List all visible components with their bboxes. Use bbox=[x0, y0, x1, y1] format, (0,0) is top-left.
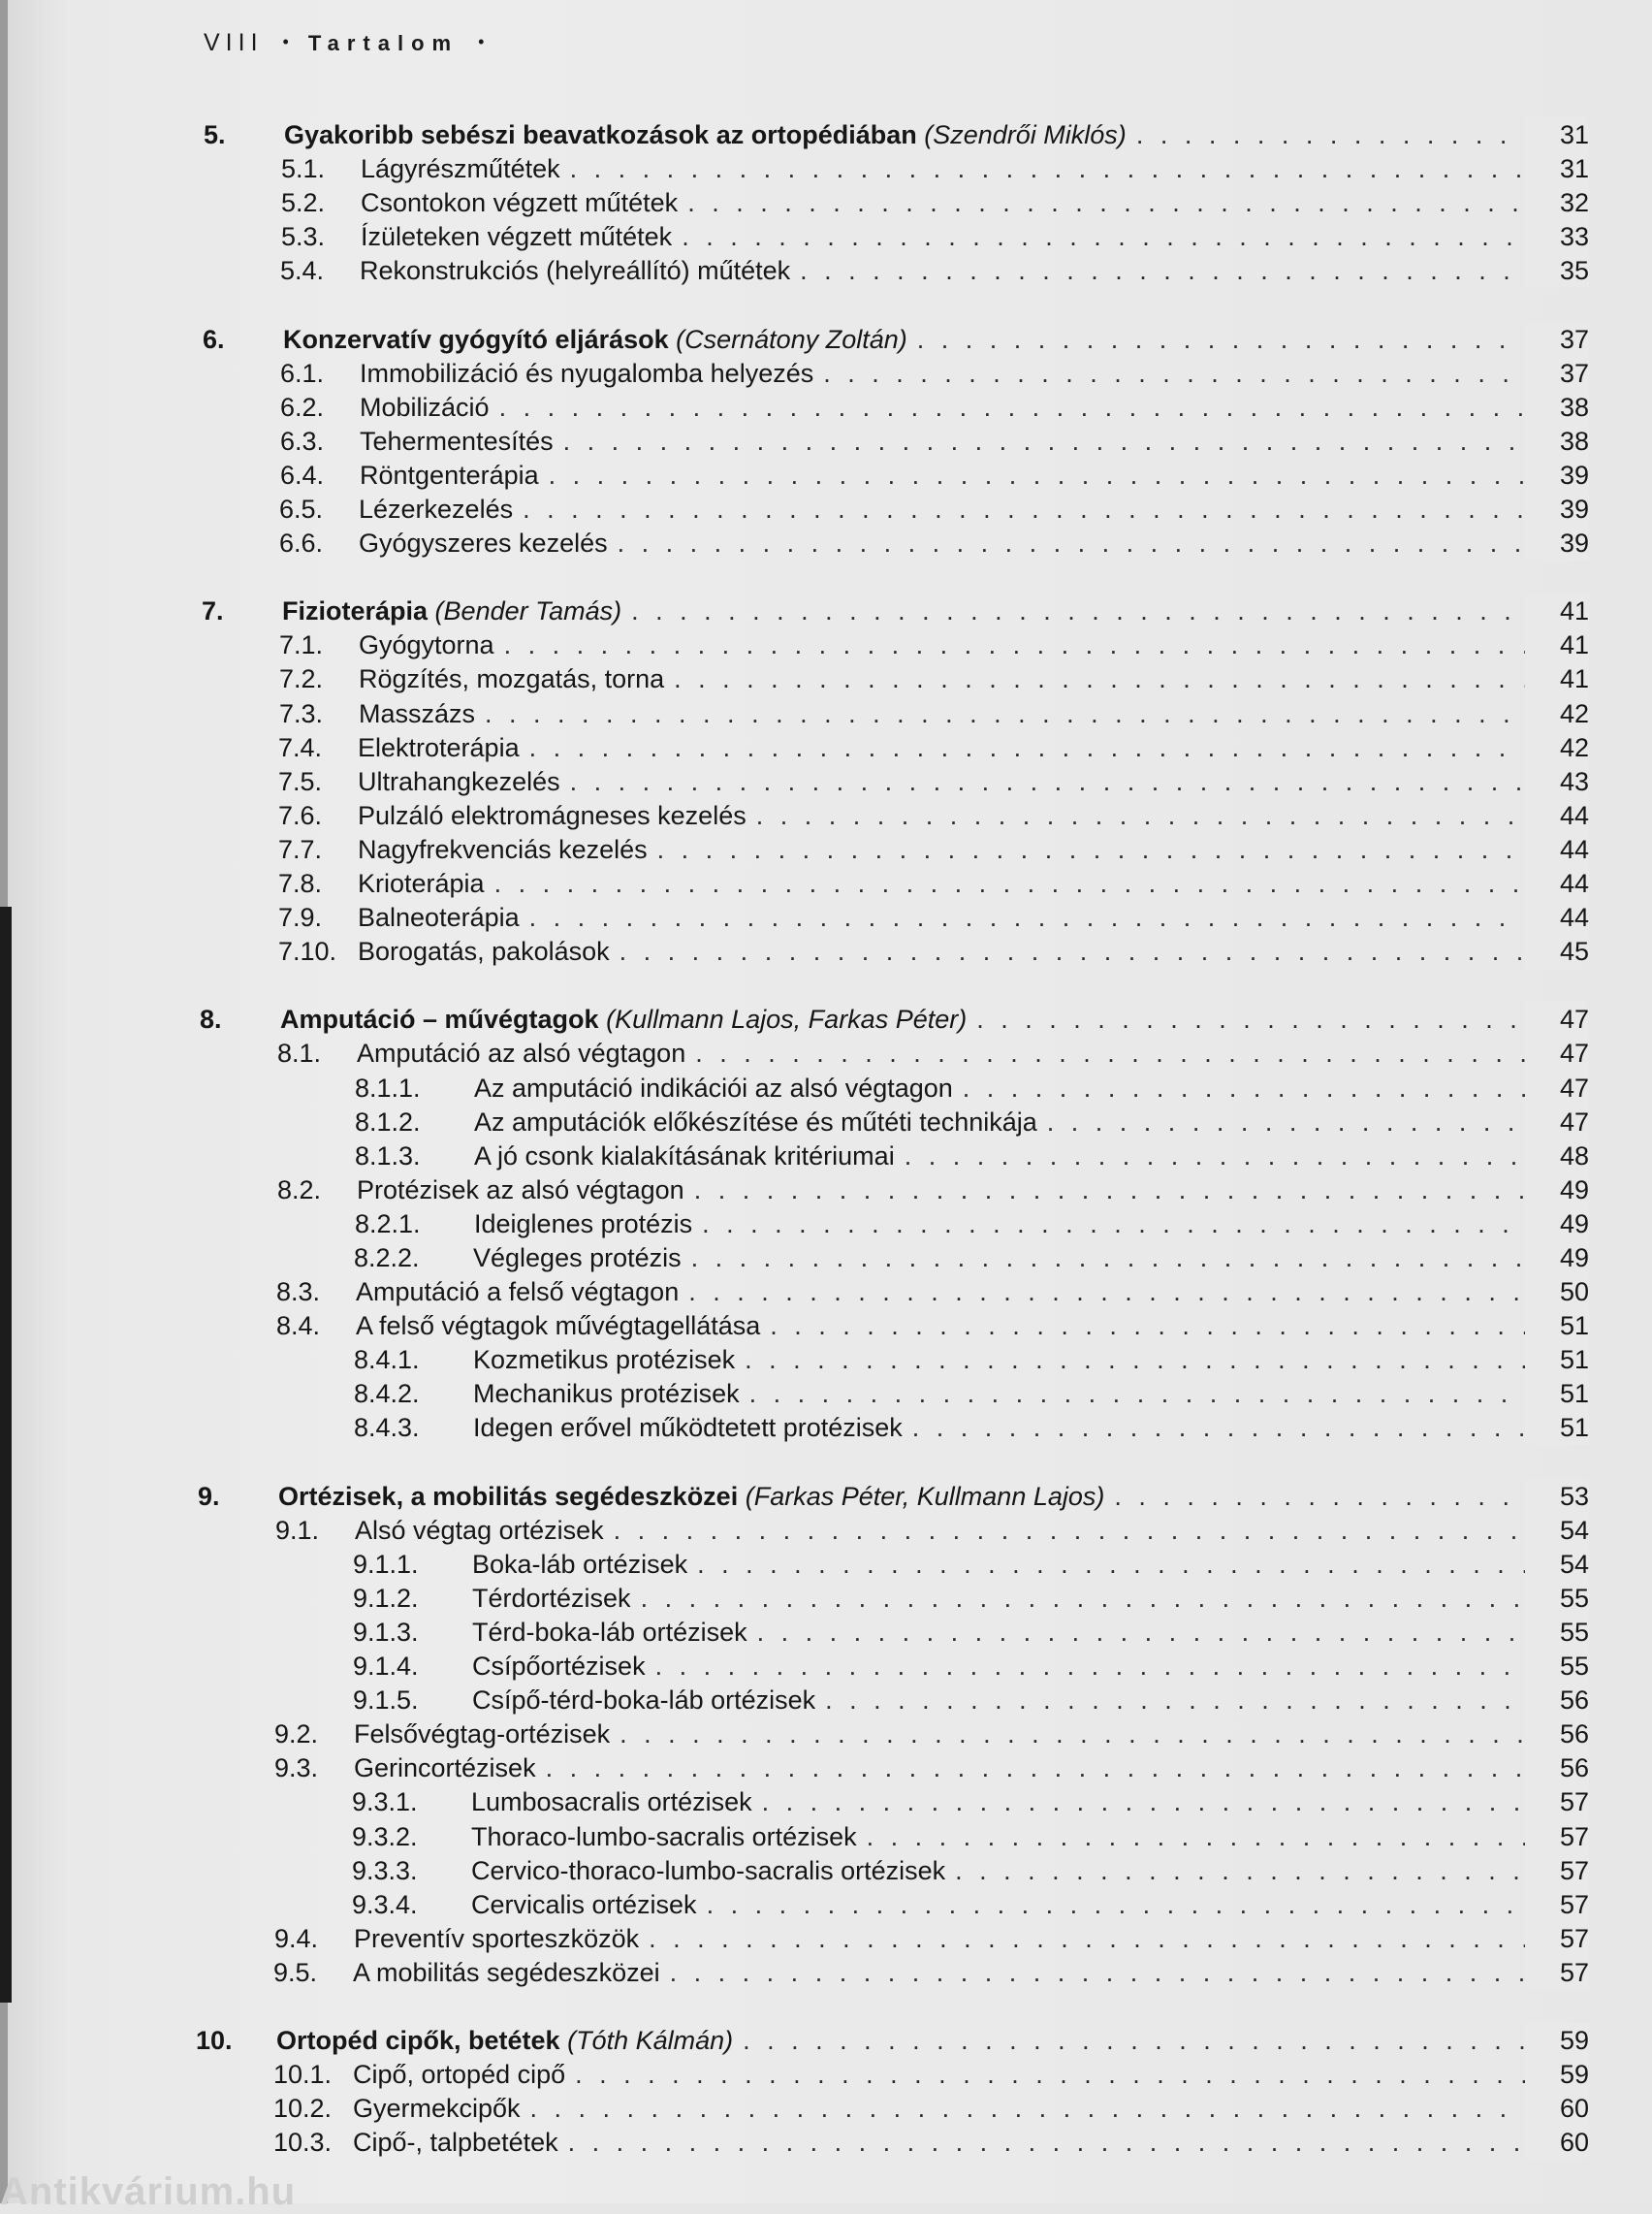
toc-title: Nagyfrekvenciás kezelés bbox=[358, 835, 648, 864]
toc-entry bbox=[359, 696, 1589, 731]
toc-number: 8.2.1. bbox=[355, 1209, 421, 1238]
toc-entry bbox=[358, 730, 1589, 765]
toc-page-number: 44 bbox=[1525, 866, 1589, 901]
toc-entry bbox=[472, 1547, 1589, 1582]
toc-entry bbox=[474, 1071, 1589, 1106]
toc-section bbox=[0, 2125, 1652, 2160]
toc-entry bbox=[472, 1649, 1589, 1684]
toc-section bbox=[0, 730, 1652, 765]
toc-section bbox=[0, 1513, 1652, 1548]
toc-subsection bbox=[0, 1342, 1652, 1377]
toc-entry bbox=[360, 356, 1589, 391]
toc-entry bbox=[474, 1139, 1589, 1173]
toc-number: 6.5. bbox=[279, 495, 324, 524]
toc-page-number: 49 bbox=[1525, 1206, 1589, 1241]
toc-entry bbox=[356, 1308, 1589, 1343]
toc-author: (Bender Tamás) bbox=[434, 596, 622, 626]
toc-page-number: 37 bbox=[1525, 322, 1589, 357]
toc-entry bbox=[360, 458, 1589, 493]
toc-chapter bbox=[0, 1479, 1652, 1514]
toc-title: Ultrahangkezelés bbox=[358, 767, 560, 796]
toc-title: Lágyrészműtétek bbox=[361, 154, 560, 183]
toc-entry bbox=[354, 1750, 1589, 1785]
toc-page-number: 35 bbox=[1525, 253, 1589, 288]
toc-title: Lézerkezelés bbox=[359, 495, 514, 524]
toc-number: 9.1. bbox=[275, 1516, 320, 1545]
toc-section bbox=[0, 424, 1652, 459]
toc-title: Mechanikus protézisek bbox=[473, 1379, 740, 1408]
toc-entry bbox=[359, 526, 1589, 561]
toc-section bbox=[0, 627, 1652, 662]
toc-title: Az amputációk előkészítése és műtéti technikája bbox=[474, 1107, 1037, 1137]
toc-page-number: 48 bbox=[1525, 1139, 1589, 1173]
toc-page-number: 59 bbox=[1525, 2023, 1589, 2058]
toc-number: 8.1.1. bbox=[355, 1074, 421, 1103]
toc-page-number: 53 bbox=[1525, 1479, 1589, 1514]
toc-page-number: 56 bbox=[1525, 1717, 1589, 1751]
toc-entry bbox=[283, 322, 1589, 357]
toc-title: Krioterápia bbox=[358, 869, 485, 898]
toc-section bbox=[0, 1921, 1652, 1956]
toc-page-number: 51 bbox=[1525, 1376, 1589, 1411]
toc-entry bbox=[474, 1206, 1589, 1241]
toc-title: Gyermekcipők bbox=[353, 2094, 521, 2123]
toc-entry bbox=[471, 1784, 1589, 1819]
toc-title: Amputáció az alsó végtagon bbox=[357, 1039, 686, 1068]
toc-entry bbox=[282, 594, 1589, 628]
toc-title: A felső végtagok művégtagellátása bbox=[356, 1311, 761, 1340]
toc-number: 9. bbox=[198, 1482, 220, 1511]
toc-entry bbox=[471, 1887, 1589, 1922]
toc-number: 7.6. bbox=[278, 801, 323, 830]
toc-number: 7.10. bbox=[278, 937, 337, 966]
toc-number: 8.2.2. bbox=[354, 1243, 420, 1272]
toc-page-number: 51 bbox=[1525, 1410, 1589, 1445]
toc-section bbox=[0, 1750, 1652, 1785]
toc-title: Ortopéd cipők, betétek bbox=[276, 2026, 560, 2055]
toc-section bbox=[0, 1955, 1652, 1990]
toc-subsection bbox=[0, 1819, 1652, 1854]
toc-title: Mobilizáció bbox=[360, 393, 490, 422]
toc-entry bbox=[353, 2057, 1589, 2092]
toc-title: Csípő-térd-boka-láb ortézisek bbox=[472, 1685, 816, 1715]
toc-page-number: 41 bbox=[1525, 627, 1589, 662]
toc-title: Csípőortézisek bbox=[472, 1652, 646, 1681]
toc-section bbox=[0, 1717, 1652, 1751]
toc-page-number: 42 bbox=[1525, 730, 1589, 765]
toc-title: Immobilizáció és nyugalomba helyezés bbox=[360, 359, 814, 388]
toc-section bbox=[0, 832, 1652, 867]
toc-subsection bbox=[0, 1206, 1652, 1241]
running-header bbox=[204, 29, 503, 57]
toc-entry bbox=[360, 390, 1589, 425]
toc-page-number: 47 bbox=[1525, 1071, 1589, 1106]
toc-number: 9.3.3. bbox=[352, 1856, 418, 1885]
toc-page-number: 41 bbox=[1525, 594, 1589, 628]
toc-number: 9.1.2. bbox=[353, 1584, 419, 1613]
toc-section bbox=[0, 2091, 1652, 2126]
toc-author: (Csernátony Zoltán) bbox=[676, 325, 907, 354]
toc-page-number: 49 bbox=[1525, 1172, 1589, 1207]
toc-page-number: 57 bbox=[1525, 1819, 1589, 1854]
toc-entry bbox=[360, 253, 1589, 288]
toc-author: (Kullmann Lajos, Farkas Péter) bbox=[606, 1005, 968, 1034]
toc-title: Tehermentesítés bbox=[360, 427, 554, 456]
toc-subsection bbox=[0, 1649, 1652, 1684]
toc-section bbox=[0, 2057, 1652, 2092]
toc-page-number: 51 bbox=[1525, 1342, 1589, 1377]
toc-number: 8.2. bbox=[277, 1175, 322, 1204]
toc-page-number: 60 bbox=[1525, 2091, 1589, 2126]
toc-page-number: 31 bbox=[1525, 151, 1589, 186]
toc-page-number: 55 bbox=[1525, 1581, 1589, 1616]
toc-page-number: 55 bbox=[1525, 1649, 1589, 1684]
toc-section bbox=[0, 900, 1652, 935]
toc-page-number: 59 bbox=[1525, 2057, 1589, 2092]
toc-entry bbox=[357, 1036, 1589, 1071]
toc-number: 6.1. bbox=[280, 359, 325, 388]
toc-section bbox=[0, 798, 1652, 833]
toc-subsection bbox=[0, 1887, 1652, 1922]
toc-number: 8.4.2. bbox=[354, 1379, 420, 1408]
header-title: Tartalom bbox=[307, 31, 460, 55]
toc-title: Kozmetikus protézisek bbox=[473, 1345, 736, 1374]
toc-title: Ortézisek, a mobilitás segédeszközei bbox=[278, 1482, 739, 1511]
toc-entry bbox=[355, 1513, 1589, 1548]
toc-page-number: 33 bbox=[1525, 219, 1589, 254]
toc-author: (Szendrői Miklós) bbox=[924, 120, 1127, 149]
toc-number: 7. bbox=[202, 596, 224, 626]
toc-section bbox=[0, 1308, 1652, 1343]
toc-page-number: 54 bbox=[1525, 1547, 1589, 1582]
toc-section bbox=[0, 185, 1652, 220]
toc-title: Végleges protézis bbox=[473, 1243, 682, 1272]
toc-entry bbox=[471, 1819, 1589, 1854]
toc-entry bbox=[472, 1581, 1589, 1616]
toc-subsection bbox=[0, 1240, 1652, 1275]
toc-title: Röntgenterápia bbox=[360, 461, 539, 490]
toc-chapter bbox=[0, 117, 1652, 152]
toc-title: Elektroterápia bbox=[358, 733, 520, 762]
toc-title: Cervicalis ortézisek bbox=[471, 1890, 697, 1919]
toc-title: Masszázs bbox=[359, 699, 476, 728]
toc-subsection bbox=[0, 1853, 1652, 1888]
toc-title: Pulzáló elektromágneses kezelés bbox=[358, 801, 747, 830]
toc-number: 8.1.3. bbox=[355, 1141, 421, 1171]
toc-number: 9.3.4. bbox=[352, 1890, 418, 1919]
toc-page-number: 37 bbox=[1525, 356, 1589, 391]
toc-title: Amputáció – művégtagok bbox=[280, 1005, 599, 1034]
header-bullet: • bbox=[282, 32, 289, 51]
toc-entry bbox=[354, 1717, 1589, 1751]
toc-number: 9.1.1. bbox=[353, 1550, 419, 1579]
toc-title: Protézisek az alsó végtagon bbox=[357, 1175, 684, 1204]
toc-title: Boka-láb ortézisek bbox=[472, 1550, 688, 1579]
toc-entry bbox=[360, 424, 1589, 459]
toc-chapter bbox=[0, 322, 1652, 357]
toc-number: 5. bbox=[204, 120, 226, 149]
toc-page-number: 47 bbox=[1525, 1105, 1589, 1139]
toc-entry bbox=[474, 1105, 1589, 1139]
toc-page-number: 55 bbox=[1525, 1615, 1589, 1650]
toc-title: Fizioterápia bbox=[282, 596, 429, 626]
toc-entry bbox=[473, 1410, 1589, 1445]
toc-section bbox=[0, 934, 1652, 969]
toc-title: Ideiglenes protézis bbox=[474, 1209, 693, 1238]
toc-number: 8.4.3. bbox=[354, 1413, 420, 1442]
toc-author: (Farkas Péter, Kullmann Lajos) bbox=[745, 1482, 1105, 1511]
toc-entry bbox=[473, 1342, 1589, 1377]
toc-number: 7.3. bbox=[279, 699, 324, 728]
toc-page-number: 39 bbox=[1525, 492, 1589, 527]
toc-entry bbox=[353, 2125, 1589, 2160]
toc-title: Az amputáció indikációi az alsó végtagon bbox=[474, 1074, 953, 1103]
toc-title: Térd-boka-láb ortézisek bbox=[472, 1618, 747, 1647]
toc-entry bbox=[361, 151, 1589, 186]
toc-entry bbox=[471, 1853, 1589, 1888]
toc-page-number: 38 bbox=[1525, 424, 1589, 459]
toc-section bbox=[0, 390, 1652, 425]
toc-page-number: 39 bbox=[1525, 526, 1589, 561]
toc-entry bbox=[359, 492, 1589, 527]
toc-section bbox=[0, 1036, 1652, 1071]
toc-number: 9.1.5. bbox=[353, 1685, 419, 1715]
toc-entry bbox=[357, 1172, 1589, 1207]
toc-number: 6.6. bbox=[279, 529, 324, 558]
toc-entry bbox=[361, 219, 1589, 254]
toc-subsection bbox=[0, 1615, 1652, 1650]
toc-title: A mobilitás segédeszközei bbox=[353, 1958, 660, 1987]
toc-number: 7.8. bbox=[278, 869, 323, 898]
toc-number: 9.1.4. bbox=[353, 1652, 419, 1681]
toc-title: Konzervatív gyógyító eljárások bbox=[283, 325, 669, 354]
toc-title: Borogatás, pakolások bbox=[358, 937, 610, 966]
toc-title: Rögzítés, mozgatás, torna bbox=[359, 664, 665, 693]
toc-entry bbox=[358, 900, 1589, 935]
toc-number: 10. bbox=[196, 2026, 233, 2055]
toc-page-number: 43 bbox=[1525, 764, 1589, 799]
toc-number: 9.5. bbox=[273, 1958, 318, 1987]
toc-entry bbox=[278, 1479, 1589, 1514]
toc-page-number: 57 bbox=[1525, 1887, 1589, 1922]
toc-number: 5.3. bbox=[281, 222, 326, 251]
toc-section bbox=[0, 866, 1652, 901]
toc-title: Rekonstrukciós (helyreállító) műtétek bbox=[360, 256, 791, 285]
toc-page-number: 57 bbox=[1525, 1955, 1589, 1990]
toc-number: 10.1. bbox=[273, 2060, 333, 2089]
toc-section bbox=[0, 253, 1652, 288]
watermark: Antikvárium.hu bbox=[0, 2170, 297, 2213]
toc-title: Cipő, ortopéd cipő bbox=[353, 2060, 566, 2089]
toc-page-number: 57 bbox=[1525, 1921, 1589, 1956]
toc-entry bbox=[473, 1376, 1589, 1411]
toc-page-number: 60 bbox=[1525, 2125, 1589, 2160]
toc-number: 5.2. bbox=[281, 188, 326, 217]
toc-number: 8. bbox=[200, 1005, 222, 1034]
toc-number: 9.3. bbox=[274, 1753, 319, 1782]
toc-subsection bbox=[0, 1581, 1652, 1616]
toc-title: Preventív sporteszközök bbox=[354, 1924, 640, 1953]
toc-subsection bbox=[0, 1784, 1652, 1819]
toc-number: 6.3. bbox=[280, 427, 325, 456]
toc-subsection bbox=[0, 1376, 1652, 1411]
toc-number: 7.5. bbox=[278, 767, 323, 796]
header-bullet: • bbox=[478, 32, 485, 51]
toc-chapter bbox=[0, 594, 1652, 628]
toc-number: 7.9. bbox=[278, 903, 323, 932]
toc-entry bbox=[284, 117, 1589, 152]
toc-subsection bbox=[0, 1139, 1652, 1173]
toc-subsection bbox=[0, 1410, 1652, 1445]
toc-section bbox=[0, 696, 1652, 731]
toc-number: 8.4.1. bbox=[354, 1345, 420, 1374]
toc-title: Gerincortézisek bbox=[354, 1753, 536, 1782]
toc-page-number: 44 bbox=[1525, 900, 1589, 935]
toc-title: Balneoterápia bbox=[358, 903, 520, 932]
toc-number: 8.3. bbox=[276, 1277, 321, 1306]
toc-number: 8.4. bbox=[276, 1311, 321, 1340]
toc-page-number: 39 bbox=[1525, 458, 1589, 493]
toc-page-number: 47 bbox=[1525, 1036, 1589, 1071]
toc-subsection bbox=[0, 1547, 1652, 1582]
toc-title: Idegen erővel működtetett protézisek bbox=[473, 1413, 903, 1442]
toc-entry bbox=[353, 2091, 1589, 2126]
toc-author: (Tóth Kálmán) bbox=[567, 2026, 734, 2055]
toc-page-number: 42 bbox=[1525, 696, 1589, 731]
toc-section bbox=[0, 356, 1652, 391]
toc-title: Cervico-thoraco-lumbo-sacralis ortézisek bbox=[471, 1856, 946, 1885]
toc-subsection bbox=[0, 1683, 1652, 1717]
toc-title: Lumbosacralis ortézisek bbox=[471, 1787, 752, 1816]
toc-chapter bbox=[0, 2023, 1652, 2058]
toc-entry bbox=[354, 1921, 1589, 1956]
toc-page-number: 56 bbox=[1525, 1683, 1589, 1717]
toc-section bbox=[0, 492, 1652, 527]
toc-entry bbox=[472, 1615, 1589, 1650]
toc-number: 6.4. bbox=[280, 461, 325, 490]
toc-title: Gyógytorna bbox=[359, 630, 494, 659]
toc-section bbox=[0, 764, 1652, 799]
toc-title: Felsővégtag-ortézisek bbox=[354, 1719, 611, 1749]
toc-title: Térdortézisek bbox=[472, 1584, 631, 1613]
toc-number: 5.4. bbox=[280, 256, 325, 285]
toc-number: 8.1. bbox=[277, 1039, 322, 1068]
toc-number: 8.1.2. bbox=[355, 1107, 421, 1137]
toc-subsection bbox=[0, 1105, 1652, 1139]
toc-subsection bbox=[0, 1071, 1652, 1106]
toc-page-number: 41 bbox=[1525, 661, 1589, 696]
toc-page-number: 56 bbox=[1525, 1750, 1589, 1785]
toc-section bbox=[0, 1274, 1652, 1309]
toc-entry bbox=[358, 832, 1589, 867]
toc-number: 7.4. bbox=[278, 733, 323, 762]
toc-title: Thoraco-lumbo-sacralis ortézisek bbox=[471, 1822, 857, 1851]
toc-number: 7.1. bbox=[279, 630, 324, 659]
toc-entry bbox=[358, 934, 1589, 969]
toc-number: 9.3.1. bbox=[352, 1787, 418, 1816]
toc-section bbox=[0, 1172, 1652, 1207]
toc-page-number: 51 bbox=[1525, 1308, 1589, 1343]
toc-entry bbox=[356, 1274, 1589, 1309]
toc-title: Alsó végtag ortézisek bbox=[355, 1516, 604, 1545]
toc-page-number: 57 bbox=[1525, 1853, 1589, 1888]
toc-entry bbox=[359, 661, 1589, 696]
toc-page-number: 49 bbox=[1525, 1240, 1589, 1275]
toc-entry bbox=[280, 1002, 1589, 1037]
toc-title: Ízületeken végzett műtétek bbox=[361, 222, 673, 251]
toc-entry bbox=[361, 185, 1589, 220]
toc-section bbox=[0, 458, 1652, 493]
toc-page-number: 32 bbox=[1525, 185, 1589, 220]
toc-number: 9.1.3. bbox=[353, 1618, 419, 1647]
toc-section bbox=[0, 151, 1652, 186]
toc-page-number: 44 bbox=[1525, 832, 1589, 867]
toc-entry bbox=[353, 1955, 1589, 1990]
toc-page-number: 50 bbox=[1525, 1274, 1589, 1309]
toc-title: A jó csonk kialakításának kritériumai bbox=[474, 1141, 895, 1171]
page-roman-numeral: VIII bbox=[204, 29, 264, 56]
toc-chapter bbox=[0, 1002, 1652, 1037]
toc-entry bbox=[358, 866, 1589, 901]
toc-page-number: 45 bbox=[1525, 934, 1589, 969]
toc-title: Csontokon végzett műtétek bbox=[361, 188, 679, 217]
toc-title: Cipő-, talpbetétek bbox=[353, 2128, 558, 2157]
toc-number: 7.7. bbox=[278, 835, 323, 864]
toc-number: 10.2. bbox=[273, 2094, 333, 2123]
toc-page-number: 54 bbox=[1525, 1513, 1589, 1548]
toc-entry bbox=[358, 764, 1589, 799]
toc-section bbox=[0, 661, 1652, 696]
toc-entry bbox=[359, 627, 1589, 662]
toc-section bbox=[0, 219, 1652, 254]
toc-number: 6. bbox=[203, 325, 225, 354]
toc-section bbox=[0, 526, 1652, 561]
toc-page-number: 44 bbox=[1525, 798, 1589, 833]
toc-page-number: 57 bbox=[1525, 1784, 1589, 1819]
toc-number: 7.2. bbox=[279, 664, 324, 693]
toc-number: 5.1. bbox=[281, 154, 326, 183]
toc-page-number: 31 bbox=[1525, 117, 1589, 152]
toc-title: Amputáció a felső végtagon bbox=[356, 1277, 680, 1306]
toc-page-number: 47 bbox=[1525, 1002, 1589, 1037]
toc-entry bbox=[276, 2023, 1589, 2058]
toc-entry bbox=[472, 1683, 1589, 1717]
toc-entry bbox=[358, 798, 1589, 833]
toc-title: Gyógyszeres kezelés bbox=[359, 529, 608, 558]
toc-number: 9.2. bbox=[274, 1719, 319, 1749]
toc-title: Gyakoribb sebészi beavatkozások az ortopédiában bbox=[284, 120, 917, 149]
toc-number: 6.2. bbox=[280, 393, 325, 422]
toc-entry bbox=[473, 1240, 1589, 1275]
toc-number: 9.3.2. bbox=[352, 1822, 418, 1851]
toc-number: 9.4. bbox=[274, 1924, 319, 1953]
toc-page-number: 38 bbox=[1525, 390, 1589, 425]
toc-number: 10.3. bbox=[273, 2128, 333, 2157]
